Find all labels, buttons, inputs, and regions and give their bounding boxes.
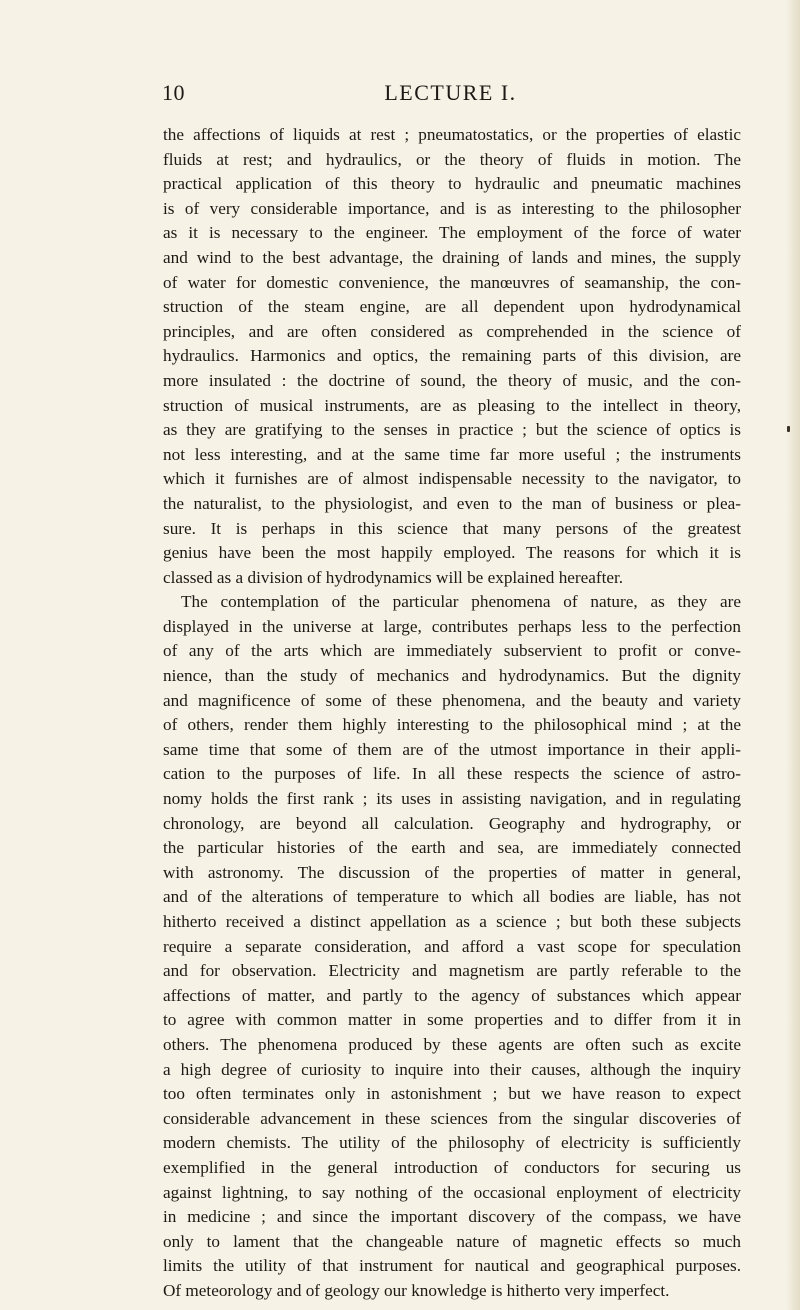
text-line: as it is necessary to the engineer. The employment of the force of water	[163, 223, 741, 243]
text-line: only to lament that the changeable nature of magnetic effects so much	[163, 1231, 741, 1251]
body-text	[163, 123, 741, 1304]
text-line: and wind to the best advantage, the draining of lands and mines, the supply	[163, 247, 741, 267]
text-line: of any of the arts which are immediately subservient to profit or conve-	[163, 641, 741, 661]
text-line: nomy holds the first rank ; its uses in assisting navigation, and in regulating	[163, 789, 741, 809]
page-edge-shadow	[786, 0, 800, 1310]
text-line: principles, and are often considered as comprehended in the science of	[163, 321, 741, 341]
text-line: struction of the steam engine, are all dependent upon hydrodynamical	[163, 297, 741, 317]
margin-mark	[787, 426, 790, 432]
text-line: limits the utility of that instrument for nautical and geographical purposes.	[163, 1256, 741, 1276]
text-line: with astronomy. The discussion of the properties of matter in general,	[163, 862, 741, 882]
text-line: more insulated : the doctrine of sound, the theory of music, and the con-	[163, 370, 741, 390]
text-line: displayed in the universe at large, contributes perhaps less to the perfection	[163, 616, 741, 636]
text-line: require a separate consideration, and afford a vast scope for speculation	[163, 936, 741, 956]
text-line: and magnificence of some of these phenomena, and the beauty and variety	[163, 690, 741, 710]
text-line: Of meteorology and of geology our knowledge is hitherto very imperfect.	[163, 1280, 670, 1300]
text-line: exemplified in the general introduction of conductors for securing us	[163, 1157, 741, 1177]
text-line: the affections of liquids at rest ; pneumatostatics, or the properties of elastic	[163, 125, 741, 144]
text-line: against lightning, to say nothing of the occasional enployment of electricity	[163, 1182, 741, 1202]
page-number: 10	[162, 80, 185, 105]
text-line: as they are gratifying to the senses in practice ; but the science of optics is	[163, 420, 741, 440]
text-line: and for observation. Electricity and magnetism are partly referable to the	[163, 961, 741, 981]
paragraph-start-line: The contemplation of the particular phenomena of nature, as they are	[181, 592, 741, 612]
text-line: to agree with common matter in some properties and to differ from it in	[163, 1010, 741, 1030]
text-line: others. The phenomena produced by these agents are often such as excite	[163, 1034, 741, 1054]
text-line: of others, render them highly interesting to the philosophical mind ; at the	[163, 715, 741, 735]
text-line: of water for domestic convenience, the manœuvres of seamanship, the con-	[163, 272, 741, 292]
text-line: chronology, are beyond all calculation. Geography and hydrography, or	[163, 813, 741, 833]
text-line: hitherto received a distinct appellation as a science ; but both these subjects	[163, 912, 741, 931]
text-line: practical application of this theory to hydraulic and pneumatic machines	[163, 174, 741, 194]
text-line: fluids at rest; and hydraulics, or the theory of fluids in motion. The	[163, 149, 741, 169]
text-line: cation to the purposes of life. In all these respects the science of astro-	[163, 764, 741, 784]
text-line: modern chemists. The utility of the philosophy of electricity is sufficiently	[163, 1133, 741, 1153]
text-line: considerable advancement in these sciences from the singular discoveries of	[163, 1108, 741, 1128]
text-line: classed as a division of hydrodynamics will be explained hereafter.	[163, 567, 624, 587]
text-line: and of the alterations of temperature to which all bodies are liable, has not	[163, 887, 741, 907]
page-header	[162, 80, 739, 112]
text-line: which it furnishes are of almost indispensable necessity to the navigator, to	[163, 469, 741, 489]
text-line: the particular histories of the earth and sea, are immediately connected	[163, 838, 741, 858]
text-line: too often terminates only in astonishment ; but we have reason to expect	[163, 1084, 741, 1104]
text-line: sure. It is perhaps in this science that many persons of the greatest	[163, 518, 741, 538]
text-line: same time that some of them are of the utmost importance in their appli-	[163, 739, 741, 759]
text-line: a high degree of curiosity to inquire into their causes, although the inquiry	[163, 1059, 741, 1079]
text-line: the naturalist, to the physiologist, and even to the man of business or plea-	[163, 493, 741, 513]
text-line: genius have been the most happily employed. The reasons for which it is	[163, 543, 741, 563]
text-line: in medicine ; and since the important discovery of the compass, we have	[163, 1207, 741, 1227]
text-line: affections of matter, and partly to the agency of substances which appear	[163, 985, 741, 1005]
text-line: hydraulics. Harmonics and optics, the remaining parts of this division, are	[163, 346, 741, 366]
running-title: LECTURE I.	[384, 80, 517, 105]
text-line: is of very considerable importance, and is as interesting to the philosopher	[163, 198, 741, 218]
text-line: struction of musical instruments, are as pleasing to the intellect in theory,	[163, 395, 741, 415]
text-line: nience, than the study of mechanics and hydrodynamics. But the dignity	[163, 666, 741, 686]
text-line: not less interesting, and at the same time far more useful ; the instruments	[163, 444, 741, 464]
